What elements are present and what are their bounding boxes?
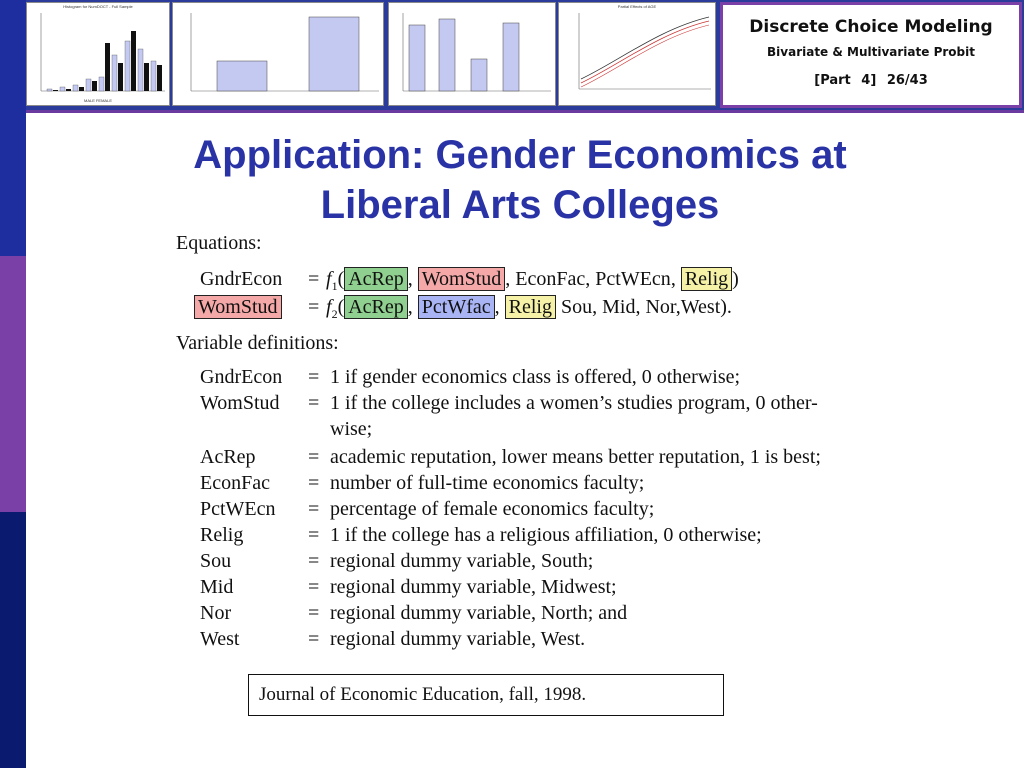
term-relig: Relig bbox=[505, 295, 556, 319]
term-relig: Relig bbox=[681, 267, 732, 291]
thumbnail-bar-chart-2 bbox=[388, 2, 556, 106]
thumbnail-title: Partial Effects of AGE bbox=[617, 4, 657, 9]
open-paren: ( bbox=[337, 268, 345, 290]
equation-1-lhs: GndrEcon bbox=[200, 268, 283, 290]
thumbnail-partial-effects bbox=[558, 2, 716, 106]
equations-heading: Equations: bbox=[176, 232, 262, 254]
definition-var: EconFac bbox=[200, 472, 270, 494]
term-acrep: AcRep bbox=[344, 295, 408, 319]
term-womstud: WomStud bbox=[418, 267, 506, 291]
equation-2-lhs-wrap bbox=[194, 296, 282, 319]
equals-sign: = bbox=[308, 576, 320, 598]
course-title-box bbox=[720, 2, 1022, 108]
definition-var: GndrEcon bbox=[200, 366, 283, 388]
equation-2-rhs: $f_2$( AcRep , PctWfac , Relig Sou, Mid, Nor,West). bbox=[326, 296, 732, 321]
equals-sign: = bbox=[308, 366, 320, 388]
equation-2-lhs: WomStud bbox=[194, 295, 282, 319]
thumbnail-title: Histogram for NumDOCT - Full Sample bbox=[63, 4, 133, 9]
term-west: West bbox=[680, 296, 721, 318]
term-mid: Mid bbox=[602, 296, 636, 318]
term-pctwfac: PctWfac bbox=[418, 295, 495, 319]
slide-title-line-1: Application: Gender Economics at bbox=[193, 133, 847, 177]
function-subscript: 2 bbox=[331, 307, 338, 321]
course-subtitle: Bivariate & Multivariate Probit bbox=[767, 45, 975, 59]
thumbnail-histogram bbox=[26, 2, 170, 106]
definition-text: regional dummy variable, Midwest; bbox=[330, 576, 617, 598]
term-econfac: EconFac bbox=[515, 268, 586, 290]
close-paren: ). bbox=[720, 296, 732, 318]
definition-text: wise; bbox=[330, 418, 373, 440]
slide-counter bbox=[723, 73, 1019, 88]
equals-sign: = bbox=[308, 296, 320, 318]
definition-var: West bbox=[200, 628, 240, 650]
left-bar-navy bbox=[0, 512, 26, 768]
definition-text: regional dummy variable, West. bbox=[330, 628, 586, 650]
definition-text: percentage of female economics faculty; bbox=[330, 498, 655, 520]
equals-sign: = bbox=[308, 392, 320, 414]
left-bar-blue bbox=[0, 0, 26, 256]
term-nor: Nor bbox=[645, 296, 676, 318]
equals-sign: = bbox=[308, 602, 320, 624]
function-symbol: f bbox=[326, 268, 332, 290]
left-color-bar bbox=[0, 0, 26, 768]
thumbnail-bar-chart-1 bbox=[172, 2, 384, 106]
equals-sign: = bbox=[308, 628, 320, 650]
function-subscript: 1 bbox=[331, 279, 338, 293]
line-chart-graphic bbox=[559, 3, 715, 103]
course-title: Discrete Choice Modeling bbox=[749, 17, 993, 37]
definition-var: Nor bbox=[200, 602, 232, 624]
definition-var: Mid bbox=[200, 576, 234, 598]
histogram-graphic bbox=[27, 3, 169, 103]
term-sou: Sou bbox=[560, 296, 593, 318]
equals-sign: = bbox=[308, 268, 320, 290]
equals-sign: = bbox=[308, 550, 320, 572]
term-pctwecn: PctWEcn bbox=[595, 268, 671, 290]
definition-var: PctWEcn bbox=[200, 498, 276, 520]
equation-1-rhs: $f_1$( AcRep , WomStud , EconFac, PctWEcn, Relig ) bbox=[326, 268, 739, 293]
definition-text: 1 if the college includes a women’s studies program, 0 other- bbox=[330, 392, 818, 414]
close-paren: ) bbox=[732, 268, 739, 290]
equals-sign: = bbox=[308, 524, 320, 546]
definition-var: Relig bbox=[200, 524, 244, 546]
definition-text: 1 if gender economics class is offered, 0 otherwise; bbox=[330, 366, 741, 388]
slide-title bbox=[120, 130, 920, 230]
definition-var: AcRep bbox=[200, 446, 256, 468]
bar-chart-graphic-1 bbox=[173, 3, 383, 103]
header-strip bbox=[26, 0, 1024, 110]
header-divider bbox=[26, 110, 1024, 113]
equals-sign: = bbox=[308, 446, 320, 468]
open-paren: ( bbox=[337, 296, 345, 318]
definition-text: regional dummy variable, South; bbox=[330, 550, 594, 572]
left-bar-purple bbox=[0, 256, 26, 512]
citation-box: Journal of Economic Education, fall, 1998. bbox=[248, 674, 724, 716]
bar-chart-graphic-2 bbox=[389, 3, 555, 103]
equals-sign: = bbox=[308, 472, 320, 494]
definition-var: Sou bbox=[200, 550, 232, 572]
definition-text: 1 if the college has a religious affiliation, 0 otherwise; bbox=[330, 524, 762, 546]
definition-text: regional dummy variable, North; and bbox=[330, 602, 628, 624]
definition-text: number of full-time economics faculty; bbox=[330, 472, 645, 494]
page-number: 26/43 bbox=[886, 73, 928, 88]
part-label: [Part 4] bbox=[814, 73, 877, 88]
thumbnail-legend: MALE FEMALE bbox=[83, 98, 112, 103]
slide-title-line-2: Liberal Arts Colleges bbox=[320, 183, 720, 227]
term-acrep: AcRep bbox=[344, 267, 408, 291]
function-symbol: f bbox=[326, 296, 332, 318]
definition-var: WomStud bbox=[200, 392, 280, 414]
definitions-heading: Variable definitions: bbox=[176, 332, 339, 354]
definition-text: academic reputation, lower means better reputation, 1 is best; bbox=[330, 446, 821, 468]
equals-sign: = bbox=[308, 498, 320, 520]
